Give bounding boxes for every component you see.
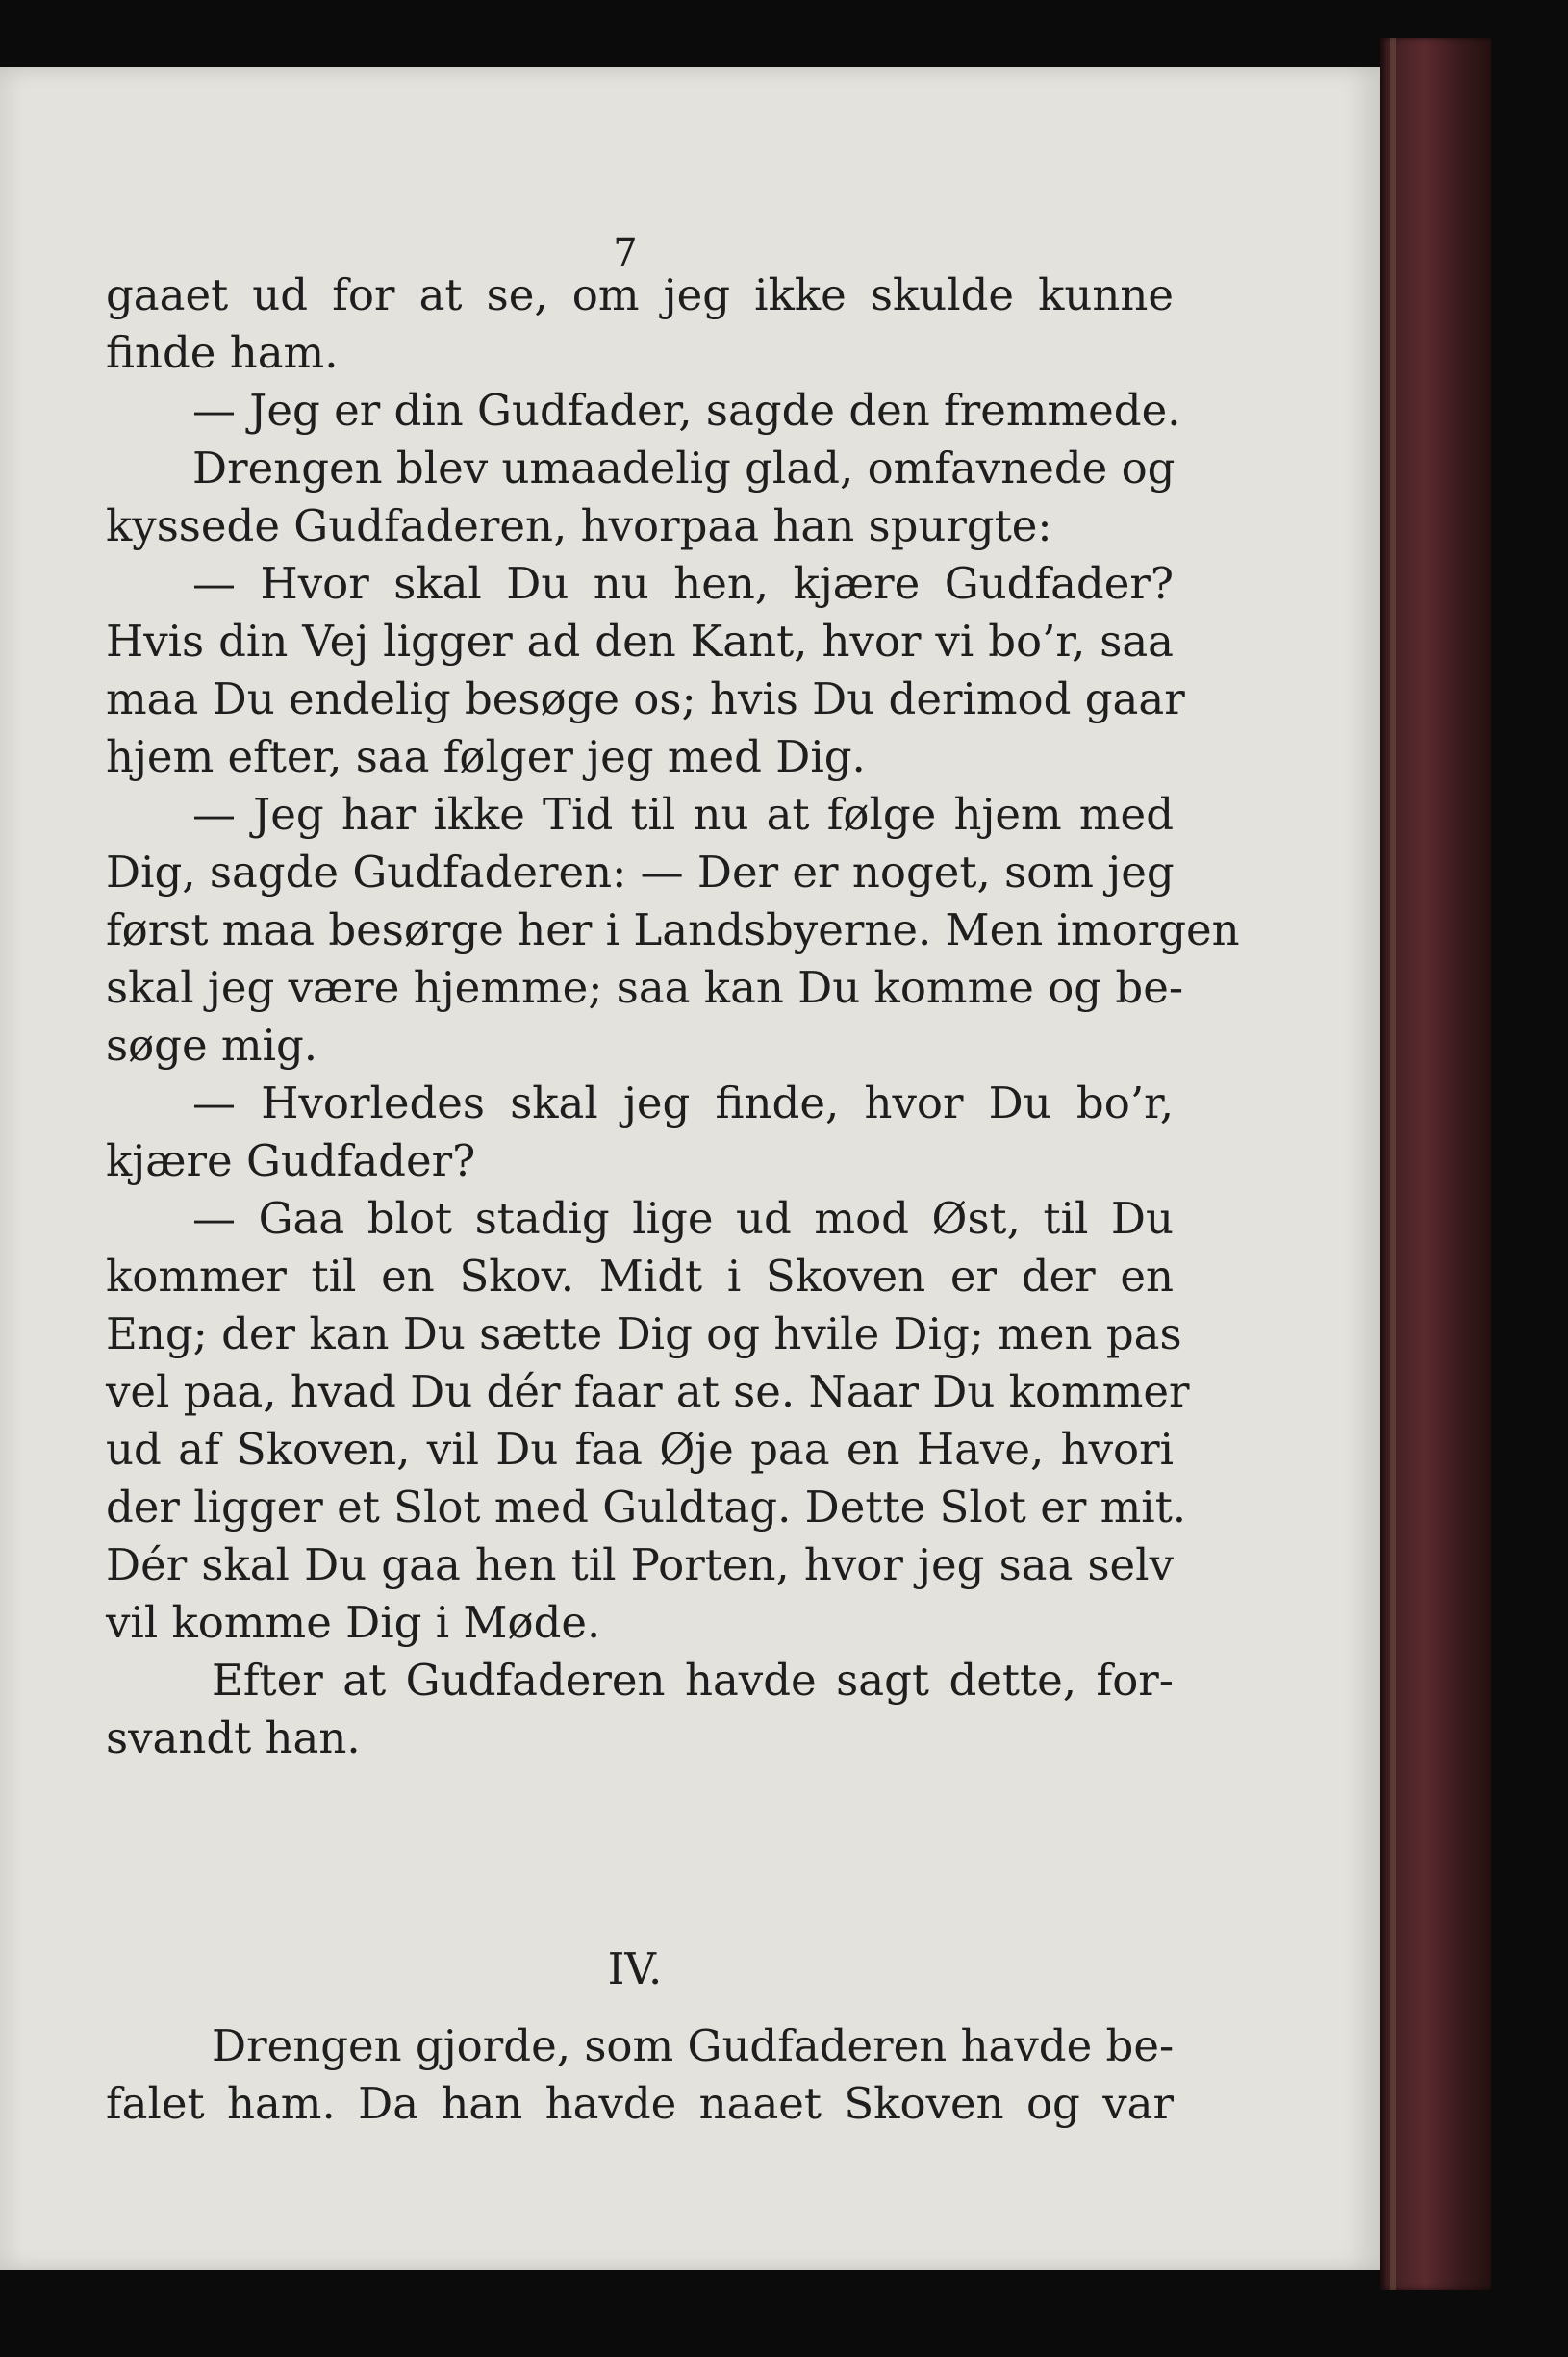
text-line: først maa besørge her i Landsbyerne. Men imorgen [106, 904, 1240, 955]
text-line: Efter at Gudfaderen havde sagt dette, for- [212, 1655, 1174, 1706]
text-line: hjem efter, saa følger jeg med Dig. [106, 731, 866, 782]
book-page [0, 67, 1380, 2270]
text-line: svandt han. [106, 1712, 361, 1763]
text-line: falet ham. Da han havde naaet Skoven og var [106, 2078, 1174, 2129]
text-line: — Hvor skal Du nu hen, kjære Gudfader? [192, 558, 1174, 609]
text-line: Dér skal Du gaa hen til Porten, hvor jeg saa selv [106, 1539, 1174, 1590]
text-line: Eng; der kan Du sætte Dig og hvile Dig; men pas [106, 1308, 1182, 1359]
text-line: maa Du endelig besøge os; hvis Du derimod gaar [106, 673, 1185, 724]
text-line: Hvis din Vej ligger ad den Kant, hvor vi bo’r, saa [106, 616, 1174, 667]
text-line: vel paa, hvad Du dér faar at se. Naar Du kommer [106, 1366, 1190, 1417]
text-line: — Hvorledes skal jeg finde, hvor Du bo’r, [192, 1077, 1174, 1128]
text-line: kyssede Gudfaderen, hvorpaa han spurgte: [106, 500, 1052, 551]
text-line: Dig, sagde Gudfaderen: — Der er noget, som jeg [106, 847, 1175, 898]
text-line: ud af Skoven, vil Du faa Øje paa en Have, hvori [106, 1424, 1174, 1475]
text-line: gaaet ud for at se, om jeg ikke skulde kunne [106, 269, 1174, 320]
page-number: 7 [613, 231, 638, 275]
text-line: skal jeg være hjemme; saa kan Du komme og be- [106, 962, 1184, 1013]
text-line: finde ham. [106, 327, 339, 378]
text-line: kjære Gudfader? [106, 1135, 476, 1186]
text-line: — Jeg er din Gudfader, sagde den fremmede. [192, 385, 1181, 436]
text-line: Drengen gjorde, som Gudfaderen havde be- [212, 2020, 1175, 2071]
text-line: — Gaa blot stadig lige ud mod Øst, til Du [192, 1193, 1174, 1244]
section-heading: IV. [607, 1943, 663, 1994]
text-line: kommer til en Skov. Midt i Skoven er der en [106, 1251, 1174, 1302]
text-line: vil komme Dig i Møde. [106, 1597, 601, 1648]
book-cover-edge [1380, 38, 1491, 2290]
text-line: — Jeg har ikke Tid til nu at følge hjem med [192, 789, 1174, 840]
text-line: søge mig. [106, 1020, 318, 1071]
text-line: der ligger et Slot med Guldtag. Dette Slot er mit. [106, 1482, 1187, 1533]
text-line: Drengen blev umaadelig glad, omfavnede og [192, 443, 1176, 494]
